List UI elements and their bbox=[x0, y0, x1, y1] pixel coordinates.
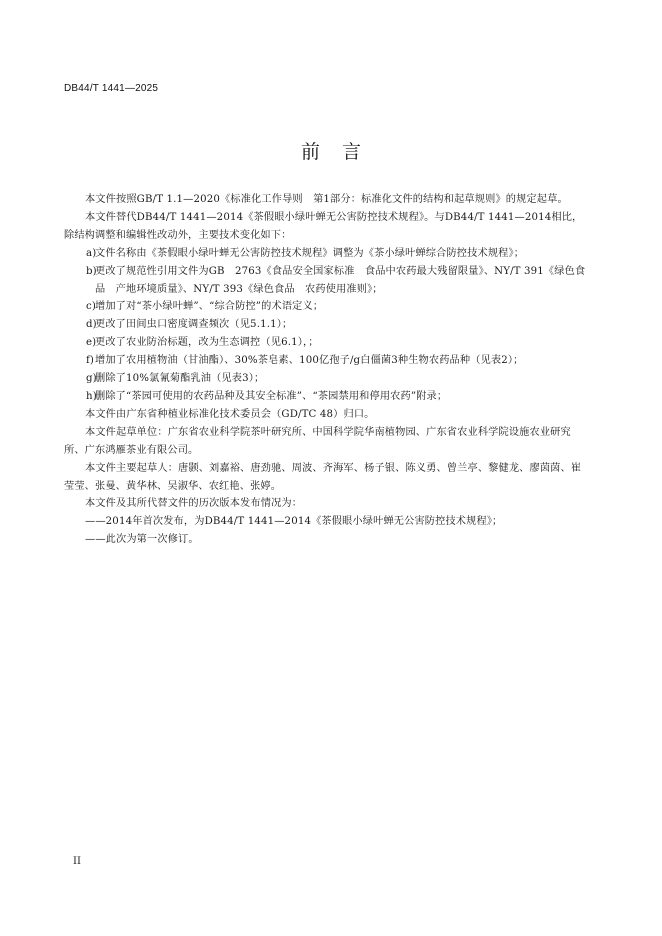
list-item bbox=[64, 298, 586, 316]
list-item-text: 更改了农业防治标题，改为生态调控（见6.1），； bbox=[95, 337, 319, 349]
paragraph-drafting-units: 本文件起草单位：广东省农业科学院茶叶研究所、中国科学院华南植物园、广东省农业科学院设施农业研究所、广东鸿雁茶业有限公司。 bbox=[64, 426, 571, 456]
document-code: DB44/T 1441—2025 bbox=[64, 83, 159, 94]
list-marker: a) bbox=[86, 247, 97, 259]
list-item-text: 增加了对“茶小绿叶蝉”、“综合防控”的术语定义； bbox=[95, 301, 324, 313]
list-item-text: 删除了“茶园可使用的农药品种及其安全标准”、“茶园禁用和停用农药”附录； bbox=[95, 390, 448, 402]
list-item bbox=[64, 316, 586, 334]
list-item bbox=[64, 370, 586, 388]
list-marker: g) bbox=[86, 373, 97, 385]
list-item bbox=[64, 245, 586, 263]
list-marker: e) bbox=[86, 337, 97, 349]
list-item-text: 增加了农用植物油（甘油酯）、30%茶皂素、100亿孢子/g白僵菌3种生物农药品种（见表2）； bbox=[95, 355, 524, 367]
list-item bbox=[64, 334, 586, 352]
page-title: 前言 bbox=[300, 141, 383, 163]
list-item-text: 更改了田间虫口密度调查频次（见5.1.1）； bbox=[95, 319, 293, 331]
paragraph-drafting-rules: 本文件按照GB/T 1.1—2020《标准化工作导则 第1部分：标准化文件的结构和起草规则》的规定起草。 bbox=[85, 194, 568, 205]
list-item-text: 更改了规范性引用文件为GB 2763《食品安全国家标准 食品中农药最大残留限量》、NY/T 391《绿色食品 产地环境质量》、NY/T 393《绿色食品 农药使用准则》； bbox=[95, 265, 586, 295]
list-item-text: 删除了10%氯氰菊酯乳油（见表3）； bbox=[95, 373, 265, 385]
list-item bbox=[64, 352, 586, 370]
paragraph-replacement: 本文件替代DB44/T 1441—2014《茶假眼小绿叶蝉无公害防控技术规程》。与DB44/T 1441—2014相比，除结构调整和编辑性改动外，主要技术变化如下： bbox=[64, 211, 583, 241]
changes-list bbox=[64, 245, 586, 406]
list-marker: d) bbox=[86, 319, 97, 331]
paragraph-administration: 本文件由广东省种植业标准化技术委员会（GD/TC 48）归口。 bbox=[85, 408, 375, 420]
page-number: II bbox=[73, 856, 81, 867]
list-item-text: 文件名称由《茶假眼小绿叶蝉无公害防控技术规程》调整为《茶小绿叶蝉综合防控技术规程》； bbox=[95, 247, 525, 259]
list-marker: f) bbox=[86, 355, 95, 367]
paragraph-history-intro: 本文件及其所代替文件的历次版本发布情况为： bbox=[85, 498, 303, 510]
history-item: ——2014年首次发布，为DB44/T 1441—2014《茶假眼小绿叶蝉无公害防控技术规程》； bbox=[85, 516, 503, 528]
list-marker: c) bbox=[86, 301, 96, 313]
list-item bbox=[64, 263, 586, 299]
list-marker: h) bbox=[86, 390, 97, 402]
paragraph-drafters: 本文件主要起草人：唐颢、刘嘉裕、唐劲驰、周波、齐海军、杨子银、陈义勇、曾兰亭、黎健龙、廖茵茵、崔莹莹、张曼、黄华林、吴淑华、农红艳、张婷。 bbox=[64, 462, 582, 492]
list-marker: b) bbox=[86, 265, 97, 277]
history-item: ——此次为第一次修订。 bbox=[85, 534, 199, 546]
list-item bbox=[64, 388, 586, 406]
document-body bbox=[64, 191, 586, 549]
history-list bbox=[64, 513, 586, 549]
